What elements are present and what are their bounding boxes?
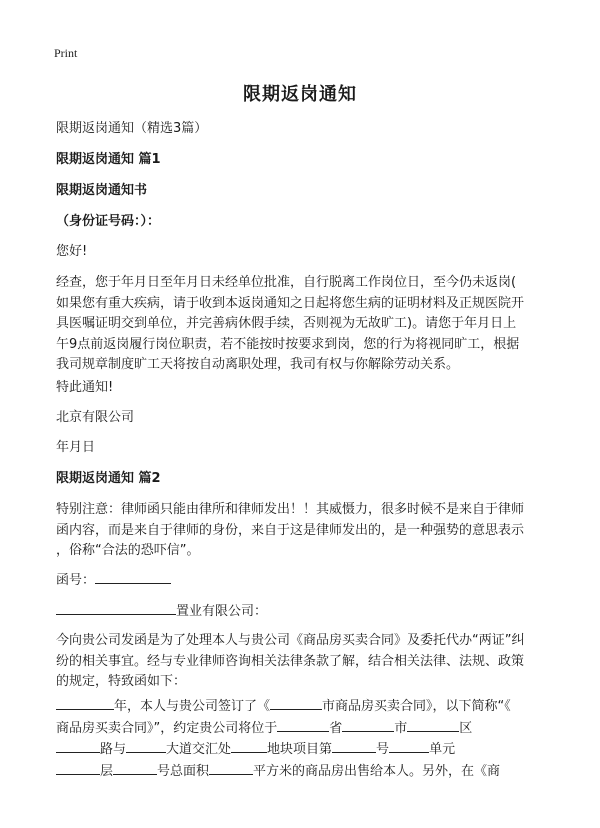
body-line: 具医嘱证明交到单位，并完善病休假手续，否则视为无故旷工)。请您于年月日上: [56, 316, 517, 331]
clause-text: 市: [394, 720, 408, 736]
clause-text: 层: [100, 763, 114, 779]
fill-blank: [407, 718, 459, 732]
lawyer-letter-intro: [56, 500, 556, 562]
fill-blank: [231, 739, 267, 753]
fill-blank: [56, 739, 100, 753]
fill-blank: [56, 696, 114, 710]
contract-clause: [56, 696, 556, 782]
document-subtitle: 限期返岗通知（精选3篇）: [56, 121, 208, 136]
clause-text: 平方米的商品房出售给本人。另外，在《商: [253, 763, 501, 779]
id-number-line: （身份证号码：）：: [56, 214, 161, 229]
recipient-suffix: 置业有限公司：: [176, 604, 268, 619]
clause-text: 市商品房买卖合同》，以下简称“《: [322, 699, 511, 714]
purpose-line: 今向贵公司发函是为了处理本人与贵公司《商品房买卖合同》及委托代办“两证”纠: [56, 633, 525, 648]
fill-blank: [126, 739, 166, 753]
purpose-line: 的规定，特致函如下：: [56, 674, 187, 689]
fill-blank: [342, 718, 394, 732]
clause-line: [56, 718, 556, 740]
clause-line: [56, 696, 556, 718]
fill-blank: [332, 739, 376, 753]
fill-blank: [270, 696, 322, 710]
recipient-line: [56, 601, 552, 621]
body-line: 午9点前返岗履行岗位职责，若不能按时按要求到岗，您的行为将视同旷工，根据: [56, 336, 520, 352]
intro-line: 函内容，而是来自于律师的身份，来自于这是律师发出的，是一种强势的意思表示: [56, 522, 525, 538]
clause-line: [56, 739, 556, 761]
intro-line: ，俗称“合法的恐吓信”。: [56, 543, 200, 558]
letter-number-line: [56, 570, 552, 590]
fill-blank: [277, 718, 329, 732]
notice-title: 限期返岗通知书: [56, 183, 148, 198]
section1-heading: 限期返岗通知 篇1: [56, 152, 161, 167]
clause-text: 路与: [100, 742, 127, 757]
purpose-line: 纷的相关事宜。经与专业律师咨询相关法律条款了解，结合相关法律、法规、政策: [56, 653, 525, 669]
company-name: 北京有限公司: [56, 410, 135, 425]
fill-blank: [209, 761, 253, 775]
clause-text: 号总面积: [157, 763, 210, 779]
purpose-paragraph: [56, 631, 556, 693]
recipient-blank: [56, 601, 176, 615]
clause-line: [56, 761, 556, 783]
body-line: 我司规章制度旷工天将按自动离职处理，我司有权与你解除劳动关系。: [56, 357, 460, 372]
notice-date: 年月日: [56, 440, 96, 455]
clause-text: 年，本人与贵公司签订了《: [114, 699, 271, 714]
clause-text: 号: [376, 742, 390, 757]
clause-text: 省: [329, 720, 343, 736]
notice-body: [56, 273, 556, 376]
intro-line: 特别注意：律师函只能由律所和律师发出！！其威慑力，很多时候不是来自于律师: [56, 502, 525, 517]
section2-heading: 限期返岗通知 篇2: [56, 471, 161, 486]
fill-blank: [389, 739, 429, 753]
clause-text: 大道交汇处: [166, 742, 232, 757]
greeting: 您好!: [56, 244, 88, 259]
clause-text: 区: [459, 720, 473, 736]
print-link[interactable]: Print: [54, 46, 78, 60]
clause-text: 地块项目第: [267, 742, 333, 757]
body-line: 经查，您于年月日至年月日未经单位批准，自行脱离工作岗位日，至今仍未返岗(: [56, 275, 517, 290]
body-line: 如果您有重大疾病，请于收到本返岗通知之日起将您生病的证明材料及正规医院开: [56, 295, 525, 311]
fill-blank: [113, 761, 157, 775]
letter-number-blank: [95, 570, 171, 584]
page-title: 限期返岗通知: [243, 84, 357, 105]
clause-text: 单元: [429, 742, 456, 757]
closing-text: 特此通知!: [56, 380, 114, 395]
clause-text: 商品房买卖合同》”，约定贵公司将位于: [56, 720, 278, 736]
fill-blank: [56, 761, 100, 775]
letter-number-label: 函号：: [56, 573, 96, 588]
